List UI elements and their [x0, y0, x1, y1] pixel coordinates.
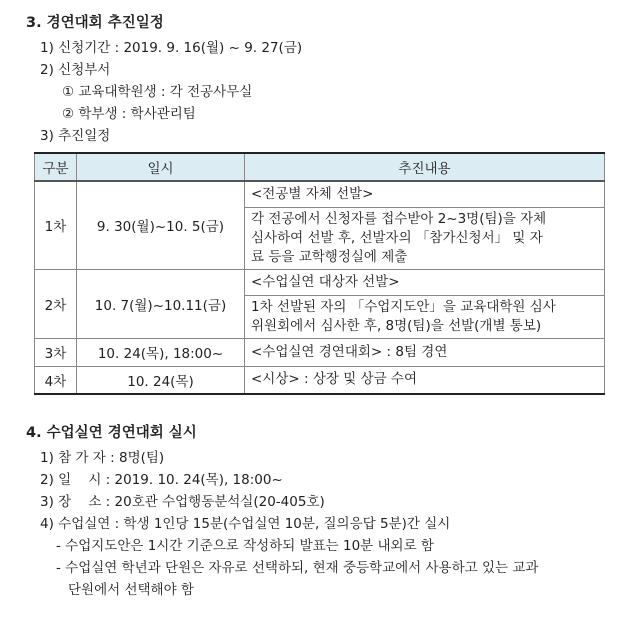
table-row — [35, 269, 605, 295]
row1-stage: 1차 — [35, 181, 77, 269]
event-venue: 3) 장 소 : 20호관 수업행동분석실(20-405호) — [40, 494, 325, 510]
row3-date: 10. 24(목), 18:00~ — [77, 338, 245, 366]
row1-content-detail — [245, 207, 605, 269]
row1-detail-line: 료 등을 교학행정실에 제출 — [251, 248, 408, 265]
schedule-label: 3) 추진일정 — [40, 128, 111, 144]
apply-dept-grad: ① 교육대학원생 : 각 전공사무실 — [62, 84, 253, 100]
row1-detail-line: 심사하여 선발 후, 선발자의 「참가신청서」 및 자 — [251, 229, 543, 246]
note-grade-unit-cont: 단원에서 선택해야 함 — [68, 582, 194, 598]
header-stage: 구분 — [35, 153, 77, 181]
apply-dept-undergrad: ② 학부생 : 학사관리팀 — [62, 106, 196, 122]
table-row — [35, 338, 605, 366]
section4-title: 4. 수업실연 경연대회 실시 — [26, 425, 197, 441]
participants: 1) 참 가 자 : 8명(팀) — [40, 450, 165, 466]
row2-content-title: <수업실연 대상자 선발> — [245, 269, 605, 295]
row1-content-title: <전공별 자체 선발> — [245, 181, 605, 207]
table-row — [35, 366, 605, 394]
demo-format: 4) 수업실연 : 학생 1인당 15분(수업실연 10분, 질의응답 5분)간 실시 — [40, 516, 451, 532]
row2-date: 10. 7(월)~10.11(금) — [77, 269, 245, 338]
apply-period: 1) 신청기간 : 2019. 9. 16(월) ~ 9. 27(금) — [40, 40, 303, 56]
schedule-table — [34, 152, 605, 395]
row1-date: 9. 30(월)~10. 5(금) — [77, 181, 245, 269]
row4-date: 10. 24(목) — [77, 366, 245, 394]
row1-detail-line: 각 전공에서 신청자를 접수받아 2~3명(팀)을 자체 — [251, 210, 547, 227]
section3-title: 3. 경연대회 추진일정 — [26, 15, 164, 31]
header-content: 추진내용 — [245, 153, 605, 181]
table-row — [35, 181, 605, 207]
header-date: 일시 — [77, 153, 245, 181]
row4-stage: 4차 — [35, 366, 77, 394]
row2-detail-line: 1차 선발된 자의 「수업지도안」을 교육대학원 심사 — [251, 298, 556, 315]
row2-detail-line: 위원회에서 심사한 후, 8명(팀)을 선발(개별 통보) — [251, 317, 542, 334]
row2-content-detail — [245, 295, 605, 338]
event-date: 2) 일 시 : 2019. 10. 24(목), 18:00~ — [40, 472, 283, 488]
row2-stage: 2차 — [35, 269, 77, 338]
row4-content: <시상> : 상장 및 상금 수여 — [245, 366, 605, 394]
row3-content: <수업실연 경연대회> : 8팀 경연 — [245, 338, 605, 366]
row3-stage: 3차 — [35, 338, 77, 366]
apply-dept-label: 2) 신청부서 — [40, 62, 111, 78]
note-lesson-plan: - 수업지도안은 1시간 기준으로 작성하되 발표는 10분 내외로 함 — [56, 538, 434, 554]
note-grade-unit: - 수업실연 학년과 단원은 자유로 선택하되, 현재 중등학교에서 사용하고 있는 교과 — [56, 560, 539, 576]
table-header-row — [35, 153, 605, 181]
